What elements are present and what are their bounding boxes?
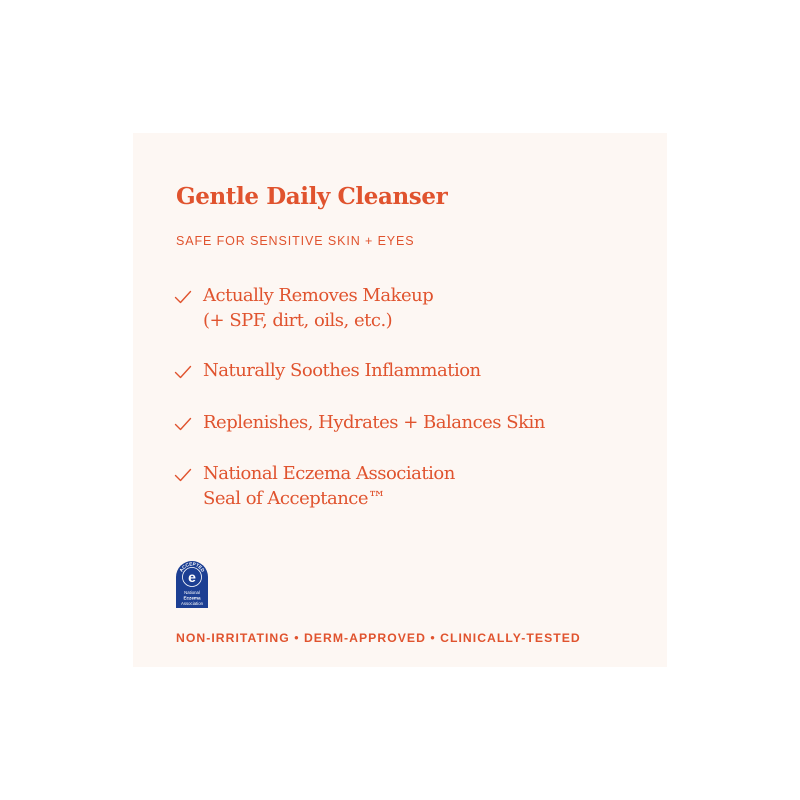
product-subtitle: SAFE FOR SENSITIVE SKIN + EYES: [176, 234, 415, 248]
benefit-item-replenishes: [173, 410, 545, 435]
benefit-text: [203, 461, 455, 511]
benefit-line: (+ SPF, dirt, oils, etc.): [203, 310, 393, 331]
nea-seal-icon: [176, 561, 208, 608]
checkmark-icon: [173, 362, 193, 382]
benefit-line: Naturally Soothes Inflammation: [203, 360, 481, 381]
benefit-line: National Eczema Association: [203, 463, 455, 484]
seal-letter: e: [188, 569, 196, 585]
product-card: [133, 133, 667, 667]
benefit-text: [203, 358, 481, 383]
seal-arc-text: ACCEPTED: [178, 561, 206, 573]
benefit-item-removes-makeup: [173, 283, 433, 333]
benefit-item-nea-seal: [173, 461, 455, 511]
benefit-text: [203, 410, 545, 435]
benefit-line: Seal of Acceptance™: [203, 488, 386, 509]
checkmark-icon: [173, 465, 193, 485]
seal-line-3: Association: [181, 601, 203, 606]
seal-line-2: Eczema: [183, 595, 201, 601]
benefit-line: Actually Removes Makeup: [203, 285, 434, 306]
product-title: Gentle Daily Cleanser: [176, 183, 448, 210]
benefit-item-soothes-inflammation: [173, 358, 481, 383]
benefit-line: Replenishes, Hydrates + Balances Skin: [203, 412, 545, 433]
footer-tagline: NON-IRRITATING • DERM-APPROVED • CLINICALLY-TESTED: [176, 631, 581, 645]
checkmark-icon: [173, 287, 193, 307]
seal-line-1: National: [184, 590, 200, 595]
checkmark-icon: [173, 414, 193, 434]
benefit-text: [203, 283, 433, 333]
